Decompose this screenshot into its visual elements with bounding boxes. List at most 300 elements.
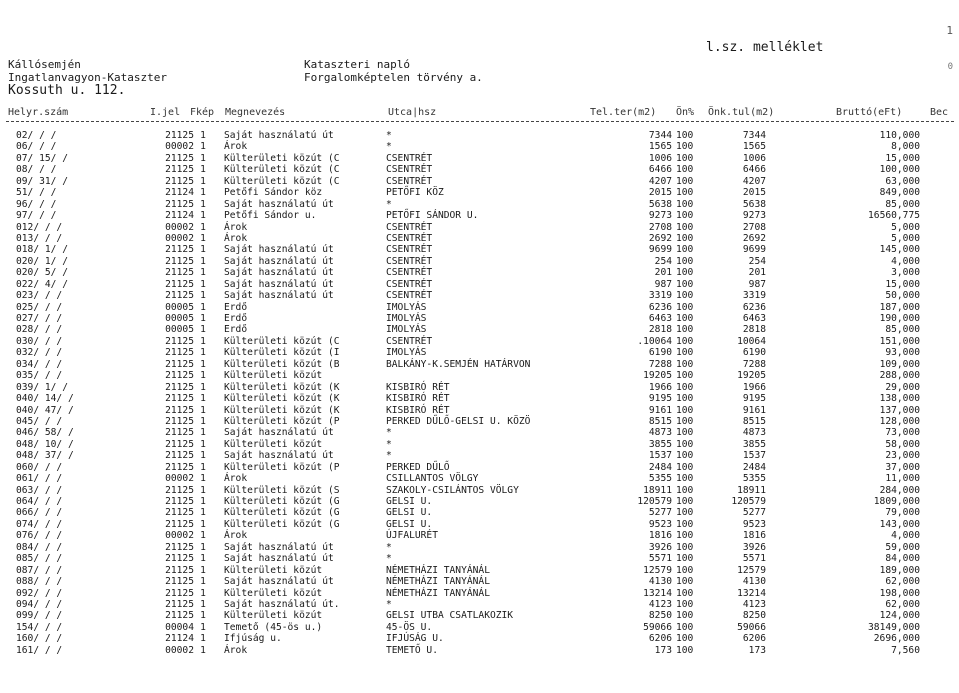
cell-ijel: 21125 — [165, 278, 194, 290]
table-row — [0, 256, 959, 267]
cell-on: 100 — [676, 278, 694, 290]
cell-on: 100 — [676, 221, 694, 233]
cell-ijel: 21125 — [165, 587, 194, 599]
cell-on: 100 — [676, 393, 694, 405]
cell-utca: * — [386, 598, 392, 610]
cell-hrsz: 045/ / / — [16, 415, 63, 427]
cell-fkep: 1 — [200, 347, 206, 359]
cell-utca: IMOLYÁS — [386, 301, 427, 313]
cell-utca: BALKÁNY-K.SEMJÉN HATÁRVON — [386, 358, 531, 370]
cell-ter: 3926 — [648, 541, 672, 553]
cell-ijel: 21125 — [165, 518, 194, 530]
cell-ter: 2484 — [648, 461, 672, 473]
cell-brut: 284,000 — [879, 484, 920, 496]
cell-megn: Külterületi közút — [224, 370, 323, 382]
cell-onk: 2015 — [742, 187, 766, 199]
cell-utca: * — [386, 438, 392, 450]
cell-on: 100 — [676, 587, 694, 599]
cell-hrsz: 094/ / / — [16, 598, 63, 610]
cell-ijel: 21125 — [165, 152, 194, 164]
table-row — [0, 633, 959, 644]
table-row — [0, 485, 959, 496]
cell-on: 100 — [676, 175, 694, 187]
table-row — [0, 565, 959, 576]
cell-ijel: 21125 — [165, 576, 194, 588]
cell-ijel: 00002 — [165, 221, 194, 233]
cell-utca: PERKED DŰLŐ — [386, 461, 450, 473]
cell-brut: 8,000 — [891, 141, 920, 153]
cell-brut: 143,000 — [879, 518, 920, 530]
cell-megn: Külterületi közút — [224, 564, 323, 576]
annex-label: l.sz. melléklet — [706, 40, 824, 55]
table-row — [0, 427, 959, 438]
cell-ter: 2692 — [648, 232, 672, 244]
cell-ijel: 00002 — [165, 232, 194, 244]
cell-hrsz: 154/ / / — [16, 621, 63, 633]
cell-hrsz: 048/ 10/ / — [16, 438, 74, 450]
cell-ter: 9161 — [648, 404, 672, 416]
cell-brut: 29,000 — [885, 381, 920, 393]
cell-brut: 137,000 — [879, 404, 920, 416]
cell-onk: 3319 — [742, 290, 766, 302]
table-row — [0, 496, 959, 507]
cell-fkep: 1 — [200, 576, 206, 588]
cell-brut: 100,000 — [879, 164, 920, 176]
header-divider — [6, 121, 954, 122]
cell-onk: 4873 — [742, 427, 766, 439]
cell-fkep: 1 — [200, 393, 206, 405]
address: Kossuth u. 112. — [8, 83, 126, 98]
cell-fkep: 1 — [200, 255, 206, 267]
table-row — [0, 622, 959, 633]
cell-brut: 85,000 — [885, 198, 920, 210]
cell-hrsz: 046/ 58/ / — [16, 427, 74, 439]
cell-ter: 5355 — [648, 473, 672, 485]
cell-on: 100 — [676, 473, 694, 485]
table-row — [0, 370, 959, 381]
cell-hrsz: 09/ 31/ / — [16, 175, 68, 187]
cell-fkep: 1 — [200, 358, 206, 370]
table-row — [0, 210, 959, 221]
cell-onk: 59066 — [737, 621, 766, 633]
cell-megn: Külterületi közút (P — [224, 415, 340, 427]
cell-ter: 6206 — [648, 633, 672, 645]
table-row — [0, 382, 959, 393]
cell-megn: Árok — [224, 141, 248, 153]
cell-brut: 849,000 — [879, 187, 920, 199]
cell-hrsz: 161/ / / — [16, 644, 63, 656]
cell-hrsz: 028/ / / — [16, 324, 63, 336]
cell-on: 100 — [676, 496, 694, 507]
cell-megn: Külterületi közút (I — [224, 347, 340, 359]
cell-onk: 9161 — [742, 404, 766, 416]
cell-ter: 254 — [654, 255, 672, 267]
table-row — [0, 542, 959, 553]
cell-ter: 2818 — [648, 324, 672, 336]
cell-on: 100 — [676, 541, 694, 553]
cell-brut: 23,000 — [885, 450, 920, 462]
cell-hrsz: 022/ 4/ / — [16, 278, 68, 290]
cell-ijel: 00002 — [165, 644, 194, 656]
cell-hrsz: 034/ / / — [16, 358, 63, 370]
cell-ijel: 21125 — [165, 484, 194, 496]
cell-ijel: 21125 — [165, 255, 194, 267]
cell-on: 100 — [676, 553, 694, 565]
table-row — [0, 576, 959, 587]
table-row — [0, 530, 959, 541]
cell-fkep: 1 — [200, 553, 206, 565]
cell-megn: Erdő — [224, 301, 248, 313]
cell-onk: 2818 — [742, 324, 766, 336]
cell-fkep: 1 — [200, 633, 206, 645]
table-row — [0, 164, 959, 175]
cell-utca: CSENTRÉT — [386, 175, 433, 187]
table-row — [0, 244, 959, 255]
cell-megn: Külterületi közút (P — [224, 461, 340, 473]
cell-utca: * — [386, 450, 392, 462]
cell-brut: 3,000 — [891, 267, 920, 279]
cell-onk: 7344 — [742, 130, 766, 141]
cell-megn: Saját használatú út — [224, 450, 334, 462]
cell-ter: 9523 — [648, 518, 672, 530]
cell-brut: 1809,000 — [873, 496, 920, 507]
document-title: Kataszteri napló — [304, 58, 410, 71]
cell-hrsz: 023/ / / — [16, 290, 63, 302]
cell-ijel: 21125 — [165, 290, 194, 302]
cell-brut: 73,000 — [885, 427, 920, 439]
cell-on: 100 — [676, 244, 694, 256]
cell-on: 100 — [676, 301, 694, 313]
cell-onk: 2708 — [742, 221, 766, 233]
cell-fkep: 1 — [200, 290, 206, 302]
cell-megn: Külterületi közút (G — [224, 496, 340, 507]
cell-hrsz: 013/ / / — [16, 232, 63, 244]
cell-brut: 110,000 — [879, 130, 920, 141]
cell-on: 100 — [676, 644, 694, 656]
cell-onk: 1537 — [742, 450, 766, 462]
cell-hrsz: 084/ / / — [16, 541, 63, 553]
cell-megn: Saját használatú út — [224, 267, 334, 279]
cell-utca: CSENTRÉT — [386, 255, 433, 267]
cell-megn: Árok — [224, 473, 248, 485]
cell-ijel: 21125 — [165, 198, 194, 210]
cell-ter: 173 — [654, 644, 672, 656]
cell-ter: 13214 — [643, 587, 672, 599]
cell-megn: Külterületi közút (C — [224, 152, 340, 164]
table-row — [0, 405, 959, 416]
cell-hrsz: 040/ 14/ / — [16, 393, 74, 405]
cell-megn: Petőfi Sándor köz — [224, 187, 323, 199]
cell-utca: 45-ÖS U. — [386, 621, 433, 633]
table-row — [0, 130, 959, 141]
cell-utca: CSENTRÉT — [386, 290, 433, 302]
cell-onk: 9699 — [742, 244, 766, 256]
cell-megn: Saját használatú út — [224, 290, 334, 302]
cell-brut: 109,000 — [879, 358, 920, 370]
cell-ijel: 21125 — [165, 427, 194, 439]
cell-ter: 2708 — [648, 221, 672, 233]
cell-ijel: 21125 — [165, 358, 194, 370]
cell-on: 100 — [676, 415, 694, 427]
cell-megn: Árok — [224, 221, 248, 233]
cell-ter: 6466 — [648, 164, 672, 176]
cell-onk: 5638 — [742, 198, 766, 210]
cell-utca: CSENTRÉT — [386, 335, 433, 347]
cell-onk: 9195 — [742, 393, 766, 405]
cell-ijel: 21125 — [165, 267, 194, 279]
cell-brut: 84,000 — [885, 553, 920, 565]
cell-hrsz: 039/ 1/ / — [16, 381, 68, 393]
cell-hrsz: 092/ / / — [16, 587, 63, 599]
cell-fkep: 1 — [200, 164, 206, 176]
cell-hrsz: 048/ 37/ / — [16, 450, 74, 462]
cell-fkep: 1 — [200, 404, 206, 416]
cell-ijel: 00005 — [165, 313, 194, 324]
corner-mark: 0 — [947, 62, 953, 72]
cell-brut: 7,560 — [891, 644, 920, 656]
cell-onk: 5355 — [742, 473, 766, 485]
cell-utca: TEMETŐ U. — [386, 644, 438, 656]
cell-onk: 6236 — [742, 301, 766, 313]
cell-utca: GELSI UTBA CSATLAKOZIK — [386, 610, 514, 622]
col-ijel: I.jel — [150, 107, 181, 118]
cell-fkep: 1 — [200, 438, 206, 450]
cell-utca: PETŐFI SÁNDOR U. — [386, 210, 479, 222]
col-megn: Megnevezés — [225, 107, 286, 118]
cell-ijel: 21125 — [165, 564, 194, 576]
cell-onk: 6463 — [742, 313, 766, 324]
cell-brut: 62,000 — [885, 598, 920, 610]
cell-ter: 1006 — [648, 152, 672, 164]
cell-ijel: 21124 — [165, 210, 194, 222]
cell-on: 100 — [676, 324, 694, 336]
cell-ter: 1966 — [648, 381, 672, 393]
cell-ter: 6463 — [648, 313, 672, 324]
cell-hrsz: 032/ / / — [16, 347, 63, 359]
cell-brut: 58,000 — [885, 438, 920, 450]
cell-brut: 50,000 — [885, 290, 920, 302]
cell-on: 100 — [676, 484, 694, 496]
cell-on: 100 — [676, 576, 694, 588]
cell-fkep: 1 — [200, 564, 206, 576]
col-onk: Önk.tul(m2) — [708, 107, 775, 118]
cell-onk: 19205 — [737, 370, 766, 382]
cell-hrsz: 020/ 1/ / — [16, 255, 68, 267]
cell-ter: 12579 — [643, 564, 672, 576]
cell-fkep: 1 — [200, 267, 206, 279]
cell-megn: Ifjúság u. — [224, 633, 282, 645]
cell-on: 100 — [676, 370, 694, 382]
cell-brut: 187,000 — [879, 301, 920, 313]
cell-megn: Saját használatú út. — [224, 598, 340, 610]
cell-fkep: 1 — [200, 587, 206, 599]
cell-brut: 5,000 — [891, 232, 920, 244]
cell-megn: Saját használatú út — [224, 553, 334, 565]
cell-brut: 38149,000 — [868, 621, 920, 633]
cell-hrsz: 02/ / / — [16, 130, 57, 141]
cell-megn: Külterületi közút (B — [224, 358, 340, 370]
cell-ter: 9273 — [648, 210, 672, 222]
table-row — [0, 267, 959, 278]
cell-utca: CSENTRÉT — [386, 164, 433, 176]
cell-hrsz: 030/ / / — [16, 335, 63, 347]
cell-fkep: 1 — [200, 450, 206, 462]
cell-on: 100 — [676, 461, 694, 473]
cell-brut: 138,000 — [879, 393, 920, 405]
cell-utca: KISBIRÓ RÉT — [386, 381, 450, 393]
cell-hrsz: 018/ 1/ / — [16, 244, 68, 256]
cell-megn: Saját használatú út — [224, 244, 334, 256]
table-row — [0, 519, 959, 530]
cell-utca: CSENTRÉT — [386, 244, 433, 256]
cell-onk: 201 — [748, 267, 766, 279]
cell-ijel: 21125 — [165, 438, 194, 450]
cell-hrsz: 066/ / / — [16, 507, 63, 519]
table-row — [0, 187, 959, 198]
cell-onk: 10064 — [737, 335, 766, 347]
cell-ijel: 21125 — [165, 496, 194, 507]
cell-megn: Külterületi közút (K — [224, 381, 340, 393]
col-utca: Utca|hsz — [388, 107, 437, 118]
cell-megn: Saját használatú út — [224, 255, 334, 267]
cell-on: 100 — [676, 564, 694, 576]
cell-on: 100 — [676, 610, 694, 622]
table-row — [0, 599, 959, 610]
column-header-row — [0, 107, 959, 120]
cell-brut: 189,000 — [879, 564, 920, 576]
cell-megn: Külterületi közút (G — [224, 507, 340, 519]
table-row — [0, 336, 959, 347]
cell-ter: .10064 — [637, 335, 672, 347]
cell-utca: CSENTRÉT — [386, 232, 433, 244]
cell-on: 100 — [676, 381, 694, 393]
cell-on: 100 — [676, 255, 694, 267]
cell-hrsz: 012/ / / — [16, 221, 63, 233]
cell-onk: 4130 — [742, 576, 766, 588]
cell-utca: * — [386, 130, 392, 141]
cell-ijel: 21125 — [165, 415, 194, 427]
cell-megn: Külterületi közút — [224, 438, 323, 450]
cell-ter: 1565 — [648, 141, 672, 153]
cell-onk: 8515 — [742, 415, 766, 427]
cell-brut: 85,000 — [885, 324, 920, 336]
cell-fkep: 1 — [200, 518, 206, 530]
table-row — [0, 553, 959, 564]
cell-on: 100 — [676, 130, 694, 141]
cell-megn: Külterületi közút (K — [224, 393, 340, 405]
cell-ijel: 00002 — [165, 530, 194, 542]
cell-onk: 2692 — [742, 232, 766, 244]
cell-ijel: 00002 — [165, 473, 194, 485]
cell-ijel: 21125 — [165, 335, 194, 347]
cell-megn: Temető (45-ös u.) — [224, 621, 323, 633]
table-row — [0, 153, 959, 164]
cell-ter: 18911 — [643, 484, 672, 496]
cell-megn: Saját használatú út — [224, 130, 334, 141]
cell-brut: 62,000 — [885, 576, 920, 588]
cell-megn: Saját használatú út — [224, 278, 334, 290]
cell-onk: 8250 — [742, 610, 766, 622]
cell-ter: 4130 — [648, 576, 672, 588]
cell-ijel: 00005 — [165, 324, 194, 336]
cell-ijel: 21125 — [165, 393, 194, 405]
cell-on: 100 — [676, 152, 694, 164]
document-subtitle: Forgalomképtelen törvény a. — [304, 71, 483, 84]
cell-hrsz: 160/ / / — [16, 633, 63, 645]
cell-ijel: 00002 — [165, 141, 194, 153]
cell-utca: PETŐFI KÖZ — [386, 187, 444, 199]
cell-utca: * — [386, 427, 392, 439]
cell-hrsz: 020/ 5/ / — [16, 267, 68, 279]
cell-fkep: 1 — [200, 415, 206, 427]
table-row — [0, 347, 959, 358]
cell-on: 100 — [676, 598, 694, 610]
cell-onk: 9273 — [742, 210, 766, 222]
col-ter: Tel.ter(m2) — [590, 107, 657, 118]
cell-brut: 151,000 — [879, 335, 920, 347]
cell-ter: 1537 — [648, 450, 672, 462]
cell-ijel: 21125 — [165, 450, 194, 462]
cell-utca: KISBIRÓ RÉT — [386, 404, 450, 416]
cell-utca: GELSI U. — [386, 518, 433, 530]
cell-megn: Külterületi közút — [224, 610, 323, 622]
cell-brut: 37,000 — [885, 461, 920, 473]
cell-brut: 11,000 — [885, 473, 920, 485]
cell-megn: Külterületi közút — [224, 587, 323, 599]
cell-on: 100 — [676, 187, 694, 199]
table-body — [0, 130, 959, 656]
cell-onk: 13214 — [737, 587, 766, 599]
cell-onk: 1565 — [742, 141, 766, 153]
cell-utca: * — [386, 141, 392, 153]
cell-brut: 128,000 — [879, 415, 920, 427]
cell-on: 100 — [676, 621, 694, 633]
cell-fkep: 1 — [200, 198, 206, 210]
cell-hrsz: 97/ / / — [16, 210, 57, 222]
cell-on: 100 — [676, 232, 694, 244]
table-row — [0, 176, 959, 187]
cell-hrsz: 085/ / / — [16, 553, 63, 565]
cell-utca: NÉMETHÁZI TANYÁNÁL — [386, 587, 490, 599]
cell-utca: CSENTRÉT — [386, 267, 433, 279]
cell-onk: 5277 — [742, 507, 766, 519]
cell-fkep: 1 — [200, 301, 206, 313]
cell-onk: 120579 — [731, 496, 766, 507]
cell-on: 100 — [676, 198, 694, 210]
table-row — [0, 439, 959, 450]
table-row — [0, 450, 959, 461]
cell-ter: 3855 — [648, 438, 672, 450]
cell-ijel: 21125 — [165, 461, 194, 473]
cell-fkep: 1 — [200, 610, 206, 622]
cell-onk: 9523 — [742, 518, 766, 530]
cell-fkep: 1 — [200, 324, 206, 336]
cell-fkep: 1 — [200, 175, 206, 187]
cell-megn: Erdő — [224, 324, 248, 336]
table-row — [0, 473, 959, 484]
cell-hrsz: 07/ 15/ / — [16, 152, 68, 164]
cell-hrsz: 088/ / / — [16, 576, 63, 588]
cell-fkep: 1 — [200, 152, 206, 164]
cell-onk: 7288 — [742, 358, 766, 370]
cell-ter: 9195 — [648, 393, 672, 405]
cell-ijel: 21125 — [165, 130, 194, 141]
cell-ijel: 21125 — [165, 541, 194, 553]
cell-ter: 19205 — [643, 370, 672, 382]
cell-utca: NÉMETHÁZI TANYÁNÁL — [386, 576, 490, 588]
cell-on: 100 — [676, 438, 694, 450]
table-row — [0, 645, 959, 656]
